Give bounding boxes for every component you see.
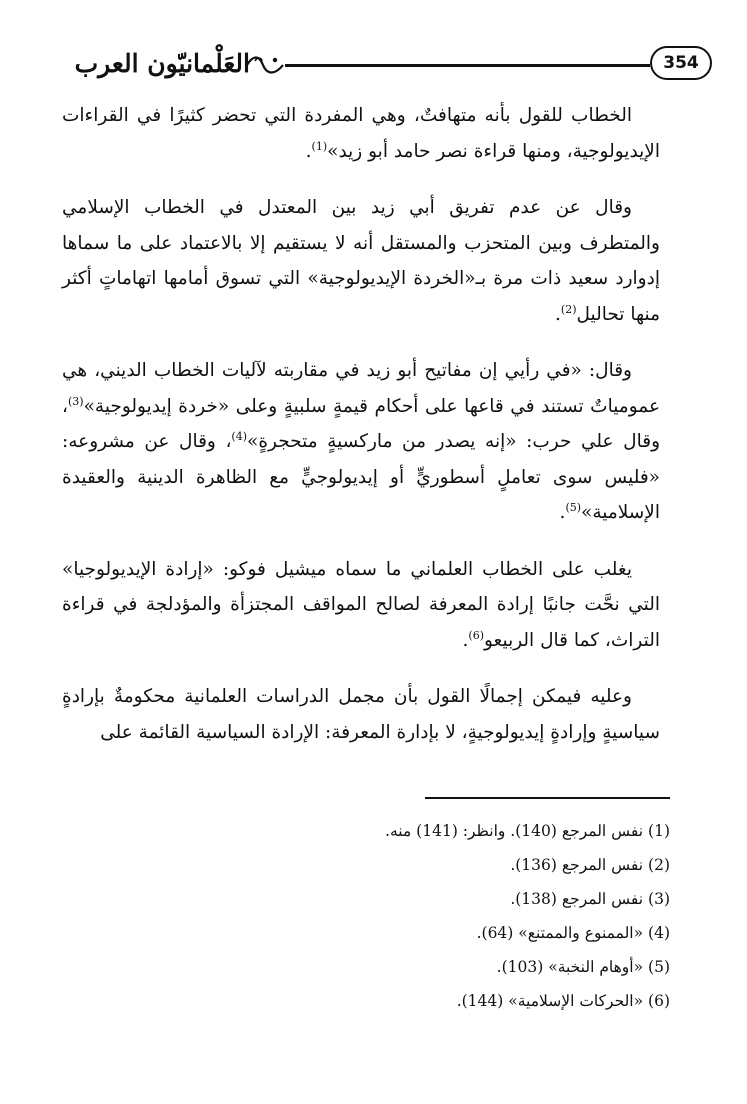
footnote: (1) نفس المرجع (140). وانظر: (141) منه. [385,822,670,840]
paragraph-text: وقال عن عدم تفريق أبي زيد بين المعتدل في الخطاب الإسلامي والمتطرف وبين المتحزب والمستقل أنه لا يستقيم إلا بالاعتماد على ما سماها إدوارد سعيد ذات مرة بـ«الخردة الإيديولوجية» التي تسوق أمامها اتهاماتٍ أكثر منها تحاليل [62,197,660,325]
footnote: (5) «أوهام النخبة» (103). [496,958,670,976]
paragraph [62,353,660,531]
paragraph [62,552,660,659]
footnote: (3) نفس المرجع (138). [510,890,670,908]
footnote: (6) «الحركات الإسلامية» (144). [456,992,670,1010]
footnote-ref: (5) [565,500,582,514]
footnote-ref: (1) [311,139,328,153]
footnotes [62,814,670,1018]
footnote: (4) «الممنوع والممتنع» (64). [476,924,670,942]
footnote-ref: (2) [560,302,577,316]
paragraph-text: ، وقال عن مشروعه: «فليس سوى تعاملٍ أسطوريٍّ أو إيديولوجيٍّ مع الظاهرة الدينية والعقيدة الإسلامية» [62,431,660,523]
paragraph-text: الخطاب للقول بأنه متهافتٌ، وهي المفردة التي تحضر كثيرًا في القراءات الإيديولوجية، ومنها قراءة نصر حامد أبو زيد» [62,105,660,162]
paragraph-text: يغلب على الخطاب العلماني ما سماه ميشيل فوكو: «إرادة الإيديولوجيا» التي نحَّت جانبًا إرادة المعرفة لصالح المواقف المجتزأة والمؤدلجة في قراءة التراث، كما قال الربيعو [62,558,660,651]
paragraph-end: . [462,629,469,651]
paragraph [62,190,660,332]
footnote-ref: (3) [67,394,84,408]
ornament-icon [245,52,285,78]
paragraph-end: . [305,140,312,162]
body-text [62,98,660,771]
page-header [40,40,712,86]
paragraph-end: . [555,303,561,325]
paragraph-text: وعليه فيمكن إجمالًا القول بأن مجمل الدراسات العلمانية محكومةٌ بإرادةٍ سياسيةٍ وإرادةٍ إيديولوجيةٍ، لا بإدارة المعرفة: الإرادة السياسية القائمة على [62,686,660,743]
paragraph [62,98,660,169]
header-rule [285,64,650,67]
paragraph-end: . [559,502,566,523]
book-title: العَلْمانيّون العرب [74,48,250,78]
paragraph-text: ، وقال علي حرب: «إنه يصدر من ماركسيةٍ متحجرةٍ» [62,395,660,452]
paragraph-text: وقال: «في رأيي إن مفاتيح أبو زيد في مقاربته لآليات الخطاب الديني، هي عمومياتٌ تستند في قاعها على أحكام قيمةٍ سلبيةٍ وعلى «خردة إيديولوجية» [62,360,660,417]
footnote-divider [425,797,670,799]
footnote-ref: (6) [468,628,484,642]
paragraph [62,679,660,750]
footnote: (2) نفس المرجع (136). [510,856,670,874]
footnote-ref: (4) [231,429,248,443]
page-number: 354 [650,46,712,80]
